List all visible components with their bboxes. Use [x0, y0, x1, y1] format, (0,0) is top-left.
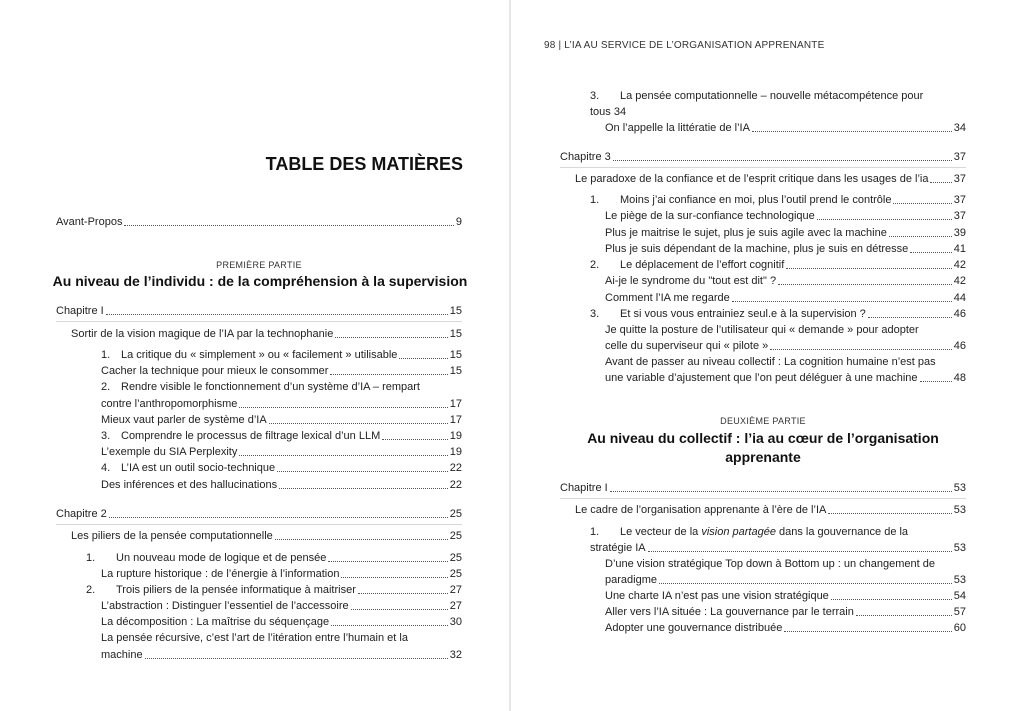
toc-entry-subitem[interactable]: Plus je maitrise le sujet, plus je suis agile avec la machine 39	[605, 227, 966, 239]
toc-entry-subitem-line2[interactable]: paradigme 53	[605, 574, 966, 586]
part-title-line2: apprenante	[725, 449, 801, 465]
toc-entry-subitem[interactable]: On l’appelle la littératie de l’IA 34	[605, 122, 966, 134]
divider	[56, 321, 462, 322]
toc-entry-chapter[interactable]: Chapitre 2 25	[56, 508, 462, 520]
toc-entry-subitem-line1[interactable]: La pensée récursive, c’est l’art de l’itération entre l’humain et la	[101, 632, 408, 644]
divider	[560, 498, 966, 499]
toc-entry-subitem-line2[interactable]: celle du superviseur qui « pilote » 46	[605, 340, 966, 352]
toc-entry-subitem[interactable]: Cacher la technique pour mieux le consommer 15	[101, 365, 462, 377]
toc-entry-section[interactable]: Le paradoxe de la confiance et de l’esprit critique dans les usages de l’ia 37	[575, 173, 966, 185]
toc-entry-subitem[interactable]: La rupture historique : de l’énergie à l’information 25	[101, 568, 462, 580]
part-title: Au niveau de l’individu : de la compréhension à la supervision	[52, 273, 468, 289]
part-title-line1: Au niveau du collectif : l’ia au cœur de l’organisation	[587, 430, 939, 446]
toc-entry-subitem[interactable]: Plus je suis dépendant de la machine, plus je suis en détresse 41	[605, 243, 966, 255]
toc-entry-item[interactable]: 4. L’IA est un outil socio-technique 22	[101, 462, 462, 474]
toc-entry-item-line2[interactable]: contre l’anthropomorphisme 17	[101, 398, 462, 410]
toc-entry-chapter[interactable]: Chapitre I 53	[560, 482, 966, 494]
toc-entry-subitem[interactable]: Aller vers l’IA située : La gouvernance par le terrain 57	[605, 606, 966, 618]
toc-entry-item[interactable]: 3. Comprendre le processus de filtrage lexical d’un LLM 19	[101, 430, 462, 442]
toc-entry-subitem-line2[interactable]: une variable d’ajustement que l’on peut déléguer à une machine 48	[605, 372, 966, 384]
toc-entry-avant-propos[interactable]: Avant-Propos 9	[56, 216, 462, 228]
toc-entry-subitem[interactable]: Une charte IA n’est pas une vision stratégique 54	[605, 590, 966, 602]
toc-entry-subitem[interactable]: La décomposition : La maîtrise du séquençage 30	[101, 616, 462, 628]
toc-entry-subitem[interactable]: L’exemple du SIA Perplexity 19	[101, 446, 462, 458]
divider	[56, 524, 462, 525]
running-header: 98 | L’IA AU SERVICE DE L’ORGANISATION APPRENANTE	[544, 40, 825, 51]
toc-entry-item[interactable]: 1. Moins j’ai confiance en moi, plus l’outil prend le contrôle 37	[590, 194, 966, 206]
toc-entry-subitem[interactable]: Des inférences et des hallucinations 22	[101, 479, 462, 491]
toc-entry-subitem[interactable]: Ai-je le syndrome du "tout est dit" ? 42	[605, 275, 966, 287]
toc-entry-subitem-line2[interactable]: machine 32	[101, 649, 462, 661]
toc-entry-item[interactable]: 2. Le déplacement de l’effort cognitif 42	[590, 259, 966, 271]
toc-entry-subitem[interactable]: Comment l’IA me regarde 44	[605, 292, 966, 304]
toc-title: TABLE DES MATIÈRES	[265, 154, 463, 174]
toc-entry-item[interactable]: 1. Un nouveau mode de logique et de pensée 25	[86, 552, 462, 564]
toc-entry-subitem-line1[interactable]: Je quitte la posture de l’utilisateur qui « demande » pour adopter	[605, 324, 919, 336]
toc-entry-chapter[interactable]: Chapitre 3 37	[560, 151, 966, 163]
toc-entry-item-line1[interactable]: 1. Le vecteur de la vision partagée dans la gouvernance de la	[590, 526, 909, 538]
toc-entry-subitem[interactable]: Mieux vaut parler de système d’IA 17	[101, 414, 462, 426]
part-label: DEUXIÈME PARTIE	[720, 416, 806, 426]
toc-entry-item-line2[interactable]: tous 34	[590, 106, 627, 118]
toc-entry-subitem-line1[interactable]: Avant de passer au niveau collectif : La cognition humaine n’est pas	[605, 356, 936, 368]
left-page	[0, 0, 509, 711]
toc-entry-subitem[interactable]: Adopter une gouvernance distribuée 60	[605, 622, 966, 634]
right-page	[511, 0, 1024, 711]
toc-entry-item-line1[interactable]: 3. La pensée computationnelle – nouvelle métacompétence pour	[590, 90, 924, 102]
toc-entry-item[interactable]: 1. La critique du « simplement » ou « facilement » utilisable 15	[101, 349, 462, 361]
toc-entry-subitem[interactable]: Le piège de la sur-confiance technologique 37	[605, 210, 966, 222]
toc-entry-item-line2[interactable]: stratégie IA 53	[590, 542, 966, 554]
toc-entry-section[interactable]: Les piliers de la pensée computationnelle 25	[71, 530, 462, 542]
toc-entry-section[interactable]: Sortir de la vision magique de l’IA par la technophanie 15	[71, 328, 462, 340]
toc-entry-subitem[interactable]: L’abstraction : Distinguer l’essentiel de l’accessoire 27	[101, 600, 462, 612]
toc-entry-subitem-line1[interactable]: D’une vision stratégique Top down à Bottom up : un changement de	[605, 558, 936, 570]
toc-entry-item-line1[interactable]: 2. Rendre visible le fonctionnement d’un système d’IA – rempart	[101, 381, 420, 393]
toc-entry-item[interactable]: 2. Trois piliers de la pensée informatique à maitriser 27	[86, 584, 462, 596]
toc-entry-item[interactable]: 3. Et si vous vous entrainiez seul.e à la supervision ? 46	[590, 308, 966, 320]
divider	[560, 167, 966, 168]
toc-entry-section[interactable]: Le cadre de l’organisation apprenante à l’ère de l’IA 53	[575, 504, 966, 516]
part-label: PREMIÈRE PARTIE	[216, 260, 302, 270]
toc-entry-chapter[interactable]: Chapitre I 15	[56, 305, 462, 317]
